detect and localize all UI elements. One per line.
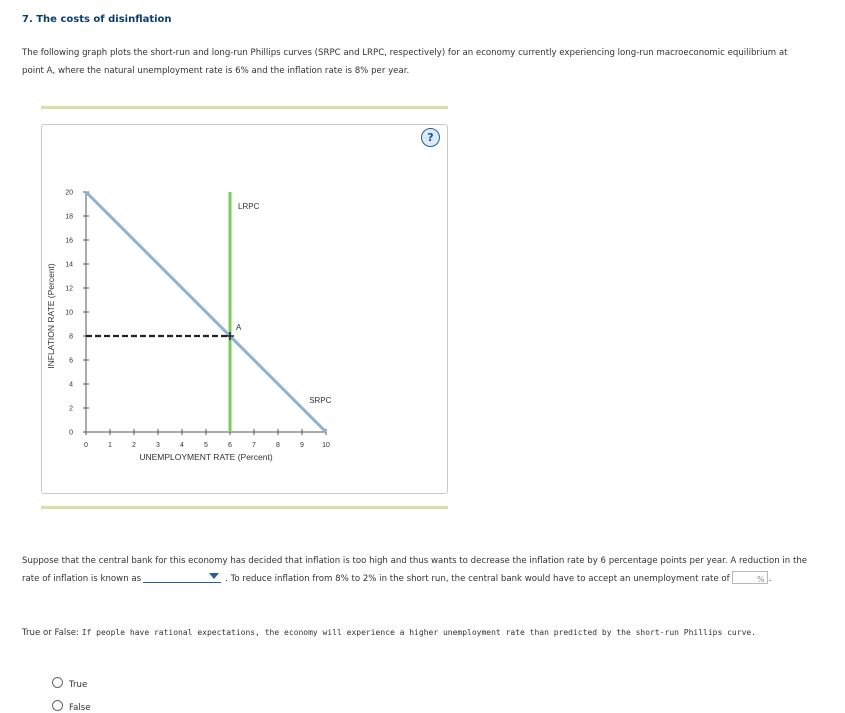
- y-tick-label: 20: [65, 189, 73, 197]
- x-tick-label: 8: [276, 442, 280, 449]
- disinflation-dropdown[interactable]: [143, 571, 221, 583]
- radio-true[interactable]: [52, 677, 87, 690]
- radio-circle-false[interactable]: [52, 700, 63, 711]
- chart-marks: [86, 192, 332, 432]
- x-axis: [84, 429, 330, 449]
- radio-circle-true[interactable]: [52, 677, 63, 688]
- x-tick-label: 4: [180, 442, 184, 449]
- y-tick-label: 0: [69, 429, 73, 437]
- x-tick-label: 6: [228, 442, 232, 449]
- radio-label-false: False: [69, 703, 91, 713]
- true-false-question: [22, 624, 812, 642]
- srpc-line: [86, 192, 326, 432]
- x-tick-label: 9: [300, 442, 304, 449]
- question-title: 7. The costs of disinflation: [22, 14, 172, 25]
- x-tick-label: 10: [322, 442, 330, 449]
- y-tick-label: 4: [69, 381, 73, 389]
- help-icon[interactable]: ?: [421, 128, 440, 147]
- y-tick-label: 6: [69, 357, 73, 365]
- unemployment-rate-input[interactable]: [732, 571, 768, 584]
- srpc-label: SRPC: [309, 396, 332, 406]
- y-tick-label: 2: [69, 405, 73, 413]
- x-tick-label: 2: [132, 442, 136, 449]
- chevron-down-icon: [209, 573, 219, 579]
- tf-text: If people have rational expectations, the economy will experience a higher unemployment rate than predicted by the short-run Phillips curve.: [81, 628, 757, 637]
- y-tick-label: 16: [65, 237, 73, 245]
- y-axis-label: INFLATION RATE (Percent): [46, 263, 56, 369]
- radio-label-true: True: [69, 680, 88, 690]
- question-text-3: .: [768, 574, 772, 584]
- radio-false[interactable]: [52, 700, 91, 713]
- y-tick-label: 10: [65, 309, 73, 317]
- question-paragraph: [22, 552, 822, 588]
- x-tick-label: 7: [252, 442, 256, 449]
- point-a-label: A: [236, 323, 242, 332]
- y-tick-label: 12: [65, 285, 73, 293]
- x-tick-label: 3: [156, 442, 160, 449]
- x-tick-label: 1: [108, 442, 112, 449]
- lrpc-label: LRPC: [238, 201, 260, 211]
- y-tick-label: 8: [69, 333, 73, 341]
- x-axis-label: UNEMPLOYMENT RATE (Percent): [139, 452, 273, 462]
- question-text-2: . To reduce inflation from 8% to 2% in the short run, the central bank would have to accept an unemployment rate of: [225, 574, 730, 584]
- x-tick-label: 5: [204, 442, 208, 449]
- percent-suffix: %: [757, 575, 765, 584]
- x-tick-label: 0: [84, 442, 88, 449]
- tf-prefix: True or False:: [22, 628, 79, 638]
- y-tick-label: 14: [65, 261, 73, 269]
- y-tick-label: 18: [65, 213, 73, 221]
- bottom-divider: [41, 506, 448, 509]
- y-axis: [65, 190, 89, 437]
- intro-paragraph: The following graph plots the short-run and long-run Phillips curves (SRPC and LRPC, respectively) for an economy currently experiencing long-run macroeconomic equilibrium at point A, where the natural unemployment rate is 6% and the inflation rate is 8% per year.: [22, 48, 788, 76]
- question-text-1: Suppose that the central bank for this economy has decided that inflation is too high and thus wants to decrease the inflation rate by 6 percentage points per year. A reduction in the rate of inflation is known as: [22, 556, 808, 584]
